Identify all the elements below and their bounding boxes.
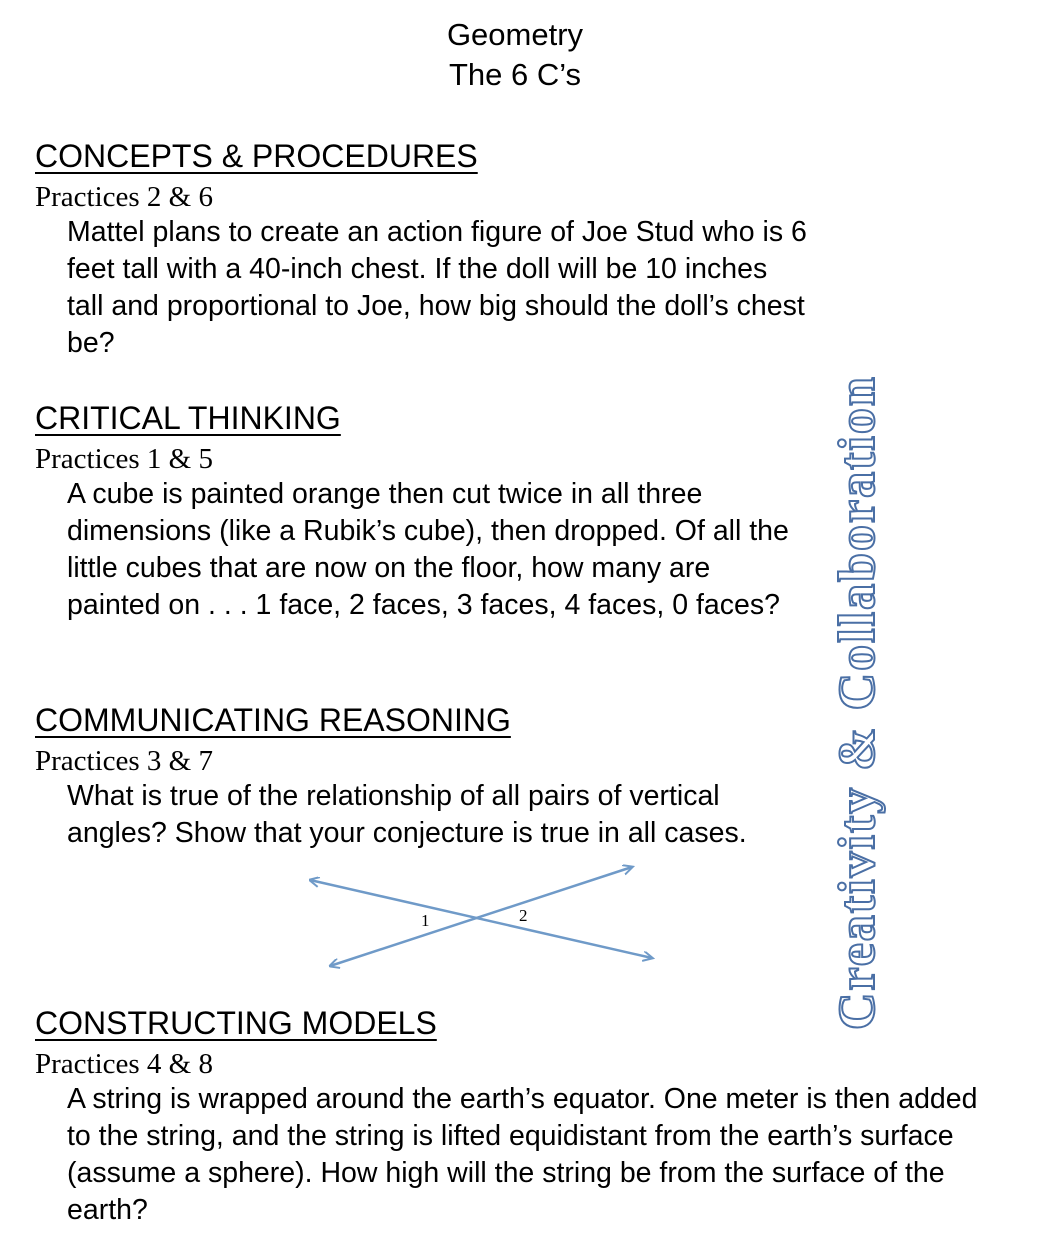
section-heading-concepts: CONCEPTS & PROCEDURES [35, 138, 478, 174]
section-practices-concepts: Practices 2 & 6 [35, 181, 213, 213]
page-subtitle: The 6 C’s [448, 57, 582, 92]
angle-label-2: 2 [519, 906, 528, 925]
section-practices-critical-thinking: Practices 1 & 5 [35, 443, 213, 475]
vertical-angles-diagram [300, 855, 670, 985]
section-problem-communicating-reasoning: What is true of the relationship of all pairs of vertical angles? Show that your conjecture is true in all cases. [67, 780, 747, 849]
line-a [310, 880, 652, 958]
line-b [330, 867, 632, 966]
section-practices-constructing-models: Practices 4 & 8 [35, 1048, 213, 1080]
side-banner-creativity-collaboration: Creativity & Collaboration [829, 375, 886, 1030]
page-title: Geometry [446, 17, 584, 52]
section-problem-constructing-models: A string is wrapped around the earth’s equator. One meter is then added to the string, and the string is lifted equidistant from the earth’s surface (assume a sphere). How high will the string be from the surface of the earth? [67, 1083, 978, 1226]
section-practices-communicating-reasoning: Practices 3 & 7 [35, 745, 213, 777]
section-heading-critical-thinking: CRITICAL THINKING [35, 400, 341, 436]
section-problem-concepts: Mattel plans to create an action figure of Joe Stud who is 6 feet tall with a 40-inch chest. If the doll will be 10 inches tall and proportional to Joe, how big should the doll’s chest be? [67, 216, 807, 359]
section-heading-constructing-models: CONSTRUCTING MODELS [35, 1005, 437, 1041]
section-heading-communicating-reasoning: COMMUNICATING REASONING [35, 702, 511, 738]
angle-label-1: 1 [421, 911, 430, 930]
section-problem-critical-thinking: A cube is painted orange then cut twice in all three dimensions (like a Rubik’s cube), then dropped. Of all the little cubes that are now on the floor, how many are painted on . . . 1 face, 2 faces, 3 faces, 4 faces, 0 faces? [67, 478, 789, 621]
